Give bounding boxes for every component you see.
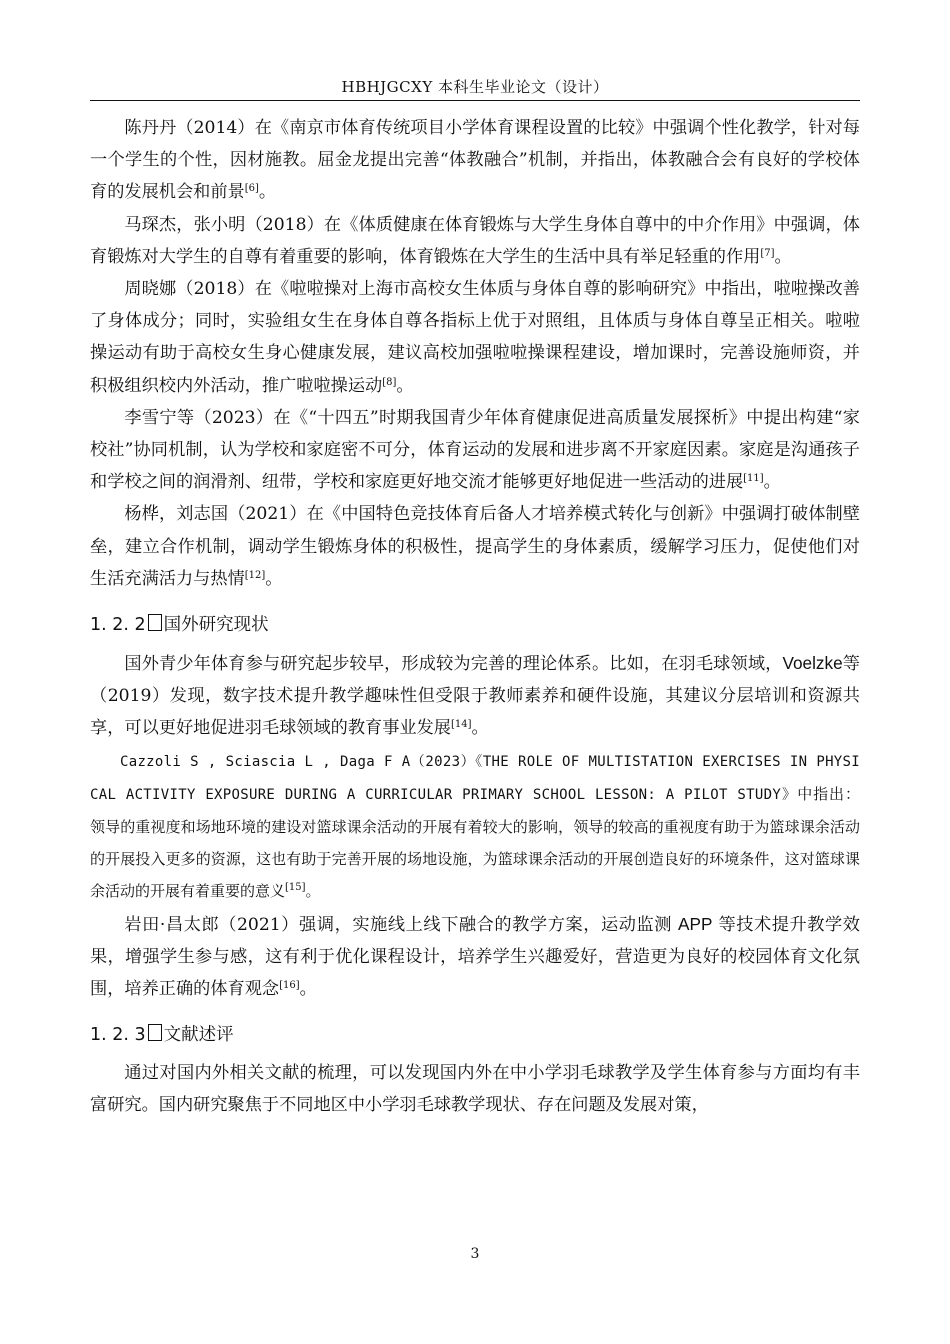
section-heading-1-2-3 <box>90 1019 860 1051</box>
citation-ref: [8] <box>382 376 397 388</box>
section-number: 1. 2. 3 <box>90 1025 146 1046</box>
document-body <box>90 112 860 1122</box>
section-number: 1. 2. 2 <box>90 615 146 636</box>
citation-ref: [11] <box>743 473 764 485</box>
paragraph-ma-chenjie: 马琛杰，张小明（2018）在《体质健康在体育锻炼与大学生身体自尊中的中介作用》中强调，体育锻炼对大学生的自尊有着重要的影响，体育锻炼在大学生的生活中具有举足轻重的作用[7]。 <box>90 214 860 267</box>
box-glyph-icon <box>148 1024 162 1041</box>
citation-ref: [7] <box>760 247 775 259</box>
citation-ref: [14] <box>450 719 472 731</box>
paragraph-zhou-xiaona: 周晓娜（2018）在《啦啦操对上海市高校女生体质与身体自尊的影响研究》中指出，啦啦操改善了身体成分；同时，实验组女生在身体自尊各指标上优于对照组，且体质与身体自尊呈正相关。啦啦操运动有助于高校女生身心健康发展，建议高校加强啦啦操课程建设，增加课时，完善设施师资，并积极组织校内外活动，推广啦啦操运动[8]。 <box>90 279 860 396</box>
citation-ref: [16] <box>279 980 300 992</box>
section-heading-1-2-2 <box>90 609 860 641</box>
page-number: 3 <box>470 1246 480 1262</box>
page-header: HBHJGCXY 本科生毕业论文（设计） <box>341 78 609 96</box>
paragraph-iwata: 岩田·昌太郎（2021）强调，实施线上线下融合的教学方案，运动监测 APP 等技术提升教学效果，增强学生参与感，这有利于优化课程设计，培养学生兴趣爱好，营造更为良好的校园体育文化氛围，培养正确的体育观念[16]。 <box>90 913 860 1000</box>
citation-ref: [6] <box>244 183 259 195</box>
citation-ref: [15] <box>285 882 306 894</box>
paragraph-literature-review: 通过对国内外相关文献的梳理，可以发现国内外在中小学羽毛球教学及学生体育参与方面均有丰富研究。国内研究聚焦于不同地区中小学羽毛球教学现状、存在问题及发展对策， <box>90 1063 860 1116</box>
paragraph-voelzke: 国外青少年体育参与研究起步较早，形成较为完善的理论体系。比如，在羽毛球领域，Voelzke等（2019）发现，数字技术提升教学趣味性但受限于教师素养和硬件设施，其建议分层培训和资源共享，可以更好地促进羽毛球领域的教育事业发展[14]。 <box>90 653 860 739</box>
paragraph-yang-hua: 杨桦，刘志国（2021）在《中国特色竞技体育后备人才培养模式转化与创新》中强调打破体制壁垒，建立合作机制，调动学生锻炼身体的积极性，提高学生的身体素质，缓解学习压力，促使他们对生活充满活力与热情[12]。 <box>90 504 860 589</box>
paragraph-cazzoli: Cazzoli S , Sciascia L , Daga F A（2023）《THE ROLE OF MULTISTATION EXERCISES IN PHYSICAL ACTIVITY EXPOSURE DURING A CURRICULAR PRIMARY SCHOOL LESSON: A PILOT STUDY》中指出：领导的重视度和场地环境的建设对篮球课余活动的开展有着较大的影响，领导的较高的重视度有助于为篮球课余活动的开展投入更多的资源，这也有助于完善开展的场地设施，为篮球课余活动的开展创造良好的环境条件，这对篮球课余活动的开展有着重要的意义[15]。 <box>90 753 860 901</box>
header-rule <box>90 100 860 101</box>
citation-ref: [12] <box>244 569 266 581</box>
box-glyph-icon <box>148 614 162 631</box>
section-title: 国外研究现状 <box>163 615 269 636</box>
paragraph-chen-dandan: 陈丹丹（2014）在《南京市体育传统项目小学体育课程设置的比较》中强调个性化教学，针对每一个学生的个性，因材施教。屈金龙提出完善“体教融合”机制，并指出，体教融合会有良好的学校体育的发展机会和前景[6]。 <box>90 118 860 203</box>
paragraph-li-xuening: 李雪宁等（2023）在《“十四五”时期我国青少年体育健康促进高质量发展探析》中提出构建“家校社”协同机制，认为学校和家庭密不可分，体育运动的发展和进步离不开家庭因素。家庭是沟通孩子和学校之间的润滑剂、纽带，学校和家庭更好地交流才能够更好地促进一些活动的进展[11]。 <box>90 407 860 493</box>
section-title: 文献述评 <box>163 1025 234 1046</box>
